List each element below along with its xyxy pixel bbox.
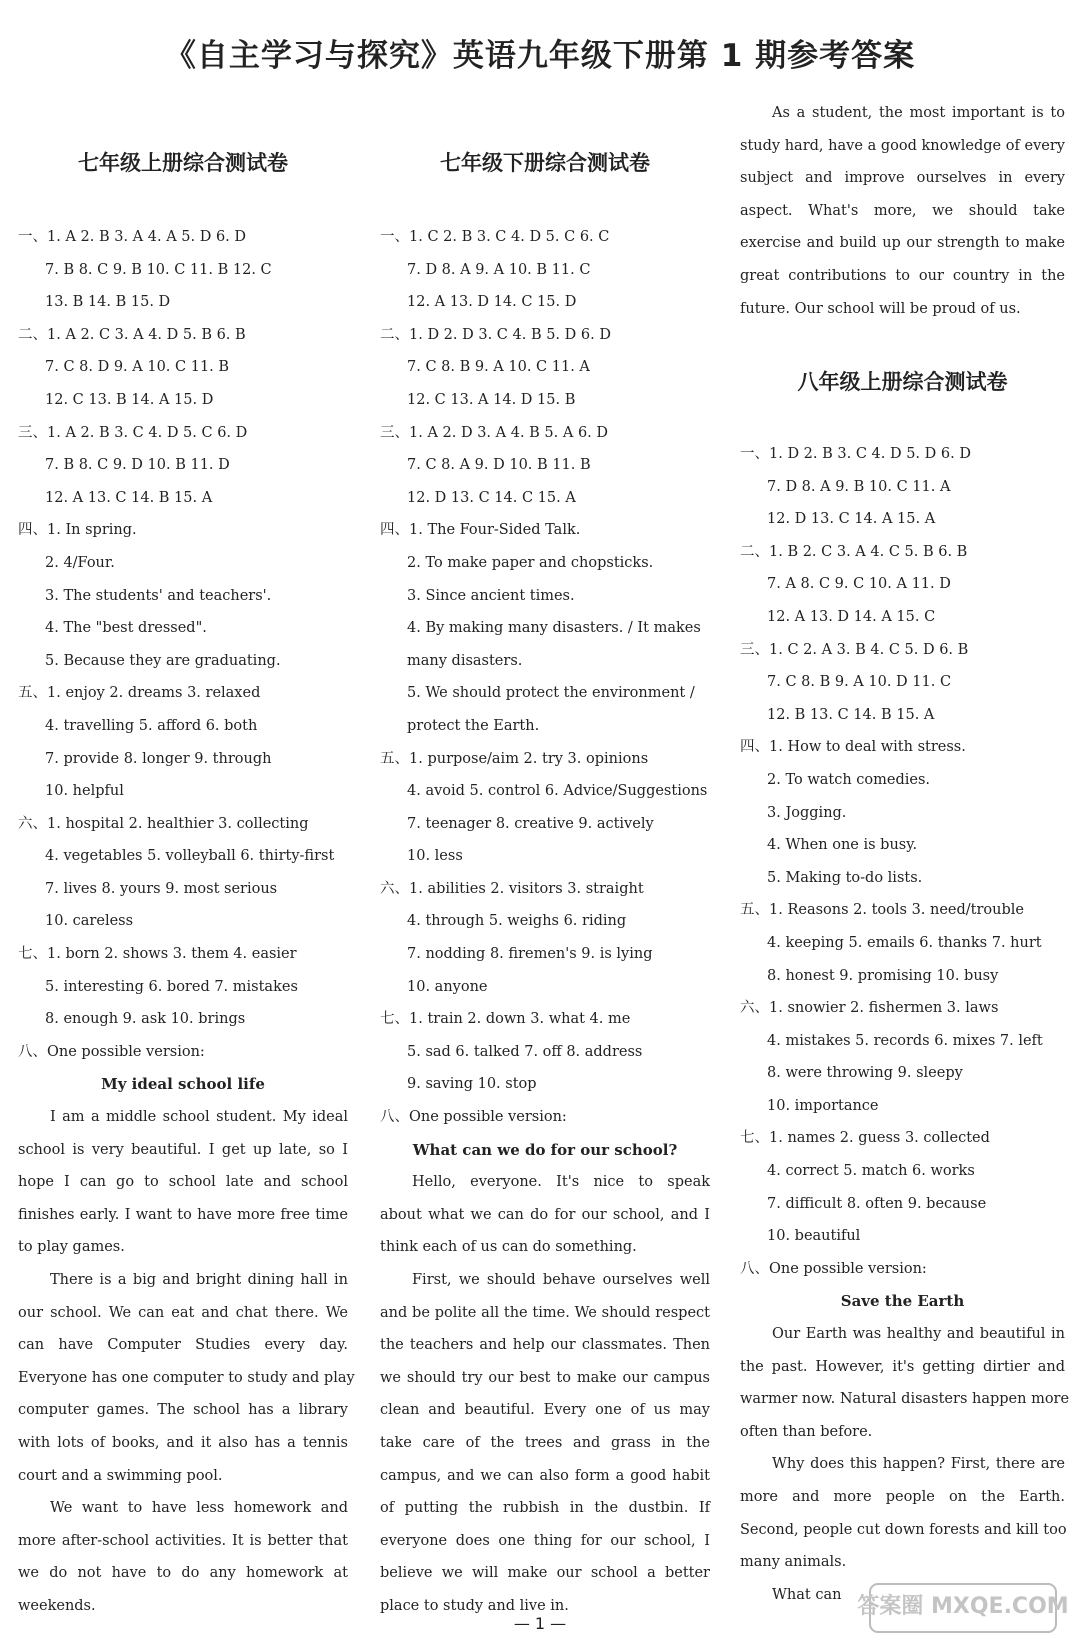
essay-line: hope I can go to school late and school bbox=[18, 1174, 348, 1191]
essay-line: As a student, the most important is to bbox=[772, 105, 1065, 121]
essay-title: Save the Earth bbox=[840, 1292, 965, 1311]
answer-line: 七、1. train 2. down 3. what 4. me bbox=[380, 1011, 631, 1028]
essay-line: think each of us can do something. bbox=[380, 1239, 637, 1256]
answer-line: 10. importance bbox=[767, 1097, 879, 1114]
answer-line: 一、1. C 2. B 3. C 4. D 5. C 6. C bbox=[380, 229, 610, 245]
answer-list bbox=[18, 221, 355, 1623]
essay-line: court and a swimming pool. bbox=[18, 1467, 223, 1484]
answer-line: 4. By making many disasters. / It makes bbox=[407, 620, 701, 637]
answer-line: 7. B 8. C 9. D 10. B 11. D bbox=[45, 457, 230, 474]
essay-line: take care of the trees and grass in the bbox=[380, 1434, 710, 1451]
answer-line: 7. C 8. B 9. A 10. D 11. C bbox=[767, 674, 952, 691]
essay-line: about what we can do for our school, and I bbox=[380, 1206, 710, 1223]
essay-line: many animals. bbox=[740, 1554, 847, 1571]
essay-line: I am a middle school student. My ideal bbox=[50, 1109, 348, 1126]
answer-line: 4. travelling 5. afford 6. both bbox=[45, 717, 258, 734]
answer-line: 3. Since ancient times. bbox=[407, 587, 575, 604]
answer-list bbox=[380, 221, 710, 1623]
watermark-logo bbox=[857, 1580, 1069, 1636]
essay-line: Everyone has one computer to study and play bbox=[18, 1369, 355, 1386]
essay-line: aspect. What's more, we should take bbox=[740, 202, 1065, 219]
answer-line: 10. anyone bbox=[407, 978, 488, 995]
essay-title: My ideal school life bbox=[101, 1075, 265, 1094]
answer-line: 12. D 13. C 14. A 15. A bbox=[767, 511, 936, 528]
answer-line: 12. A 13. D 14. C 15. D bbox=[407, 294, 577, 311]
section-title: 八年级上册综合测试卷 bbox=[797, 370, 1008, 394]
answer-line: 二、1. A 2. C 3. A 4. D 5. B 6. B bbox=[18, 326, 246, 343]
page-number: — 1 — bbox=[513, 1614, 567, 1633]
answer-line: 4. correct 5. match 6. works bbox=[767, 1163, 975, 1180]
answer-line: 六、1. hospital 2. healthier 3. collecting bbox=[18, 815, 309, 832]
essay-line: warmer now. Natural disasters happen more bbox=[740, 1391, 1070, 1408]
answer-line: 六、1. snowier 2. fishermen 3. laws bbox=[740, 1000, 999, 1017]
answer-list bbox=[740, 438, 1070, 1611]
essay-line: and be polite all the time. We should respect bbox=[380, 1304, 710, 1321]
answer-line: many disasters. bbox=[407, 652, 523, 669]
answer-line: 8. enough 9. ask 10. brings bbox=[45, 1011, 246, 1028]
answer-line: 三、1. A 2. D 3. A 4. B 5. A 6. D bbox=[380, 424, 609, 441]
answer-line: 7. teenager 8. creative 9. actively bbox=[407, 815, 654, 832]
answer-line: 7. nodding 8. firemen's 9. is lying bbox=[407, 946, 653, 963]
answer-line: 5. sad 6. talked 7. off 8. address bbox=[407, 1043, 643, 1060]
answer-line: 5. Making to-do lists. bbox=[767, 869, 923, 886]
essay-line: place to study and live in. bbox=[380, 1597, 569, 1614]
essay-line: First, we should behave ourselves well bbox=[412, 1272, 710, 1288]
essay-line: clean and beautiful. Every one of us may bbox=[380, 1402, 710, 1419]
answer-line: 三、1. C 2. A 3. B 4. C 5. D 6. B bbox=[740, 641, 969, 658]
essay-continuation bbox=[740, 97, 1065, 325]
section-title: 七年级上册综合测试卷 bbox=[78, 151, 288, 175]
essay-line: future. Our school will be proud of us. bbox=[740, 300, 1021, 317]
answer-line: 四、1. The Four-Sided Talk. bbox=[380, 522, 581, 539]
answer-line: 7. D 8. A 9. B 10. C 11. A bbox=[767, 478, 951, 495]
essay-line: of putting the rubbish in the dustbin. If bbox=[380, 1500, 710, 1517]
answer-line: 10. careless bbox=[45, 913, 134, 930]
essay-line: school is very beautiful. I get up late, so I bbox=[18, 1141, 348, 1158]
essay-line: everyone does one thing for our school, I bbox=[380, 1532, 710, 1549]
essay-line: the past. However, it's getting dirtier and bbox=[740, 1358, 1065, 1375]
section-title: 七年级下册综合测试卷 bbox=[440, 151, 650, 175]
essay-line: great contributions to our country in the bbox=[740, 267, 1065, 284]
essay-line: computer games. The school has a library bbox=[18, 1402, 348, 1419]
answer-line: 六、1. abilities 2. visitors 3. straight bbox=[380, 880, 644, 897]
answer-line: 4. through 5. weighs 6. riding bbox=[407, 913, 627, 930]
essay-line: to play games. bbox=[18, 1239, 125, 1256]
essay-line: Second, people cut down forests and kill too bbox=[740, 1521, 1067, 1538]
answer-line: 10. helpful bbox=[45, 783, 124, 800]
answer-line: 2. To make paper and chopsticks. bbox=[407, 554, 654, 571]
answer-line: 4. vegetables 5. volleyball 6. thirty-first bbox=[45, 848, 335, 865]
answer-line: 3. The students' and teachers'. bbox=[45, 587, 272, 604]
answer-line: 2. To watch comedies. bbox=[767, 771, 931, 788]
answer-line: 二、1. D 2. D 3. C 4. B 5. D 6. D bbox=[380, 326, 611, 343]
answer-line: 7. provide 8. longer 9. through bbox=[45, 750, 272, 767]
answer-line: 12. D 13. C 14. C 15. A bbox=[407, 489, 576, 506]
answer-line: 七、1. born 2. shows 3. them 4. easier bbox=[18, 946, 297, 963]
answer-line: 五、1. purpose/aim 2. try 3. opinions bbox=[380, 750, 649, 767]
answer-line: 8. honest 9. promising 10. busy bbox=[767, 967, 999, 984]
answer-line: 5. We should protect the environment / bbox=[407, 685, 695, 702]
essay-line: There is a big and bright dining hall in bbox=[50, 1272, 348, 1288]
answer-line: 八、One possible version: bbox=[740, 1260, 927, 1277]
answer-line: 10. less bbox=[407, 848, 463, 865]
answer-line: 7. D 8. A 9. A 10. B 11. C bbox=[407, 261, 591, 278]
answer-line: protect the Earth. bbox=[407, 717, 540, 734]
answer-line: 12. B 13. C 14. B 15. A bbox=[767, 706, 935, 723]
essay-line: our school. We can eat and chat there. We bbox=[18, 1304, 348, 1321]
essay-line: finishes early. I want to have more free time bbox=[18, 1206, 348, 1223]
answer-line: 7. difficult 8. often 9. because bbox=[767, 1195, 987, 1212]
essay-line: weekends. bbox=[18, 1597, 96, 1614]
answer-line: 9. saving 10. stop bbox=[407, 1076, 537, 1093]
answer-line: 八、One possible version: bbox=[380, 1109, 567, 1126]
essay-line: What can bbox=[772, 1586, 842, 1603]
page-title: 《自主学习与探究》英语九年级下册第 1 期参考答案 bbox=[164, 38, 916, 74]
answer-line: 一、1. D 2. B 3. C 4. D 5. D 6. D bbox=[740, 446, 971, 462]
answer-line: 7. lives 8. yours 9. most serious bbox=[45, 880, 278, 897]
answer-line: 12. A 13. C 14. B 15. A bbox=[45, 489, 213, 506]
answer-line: 12. A 13. D 14. A 15. C bbox=[767, 608, 936, 625]
answer-line: 5. interesting 6. bored 7. mistakes bbox=[45, 978, 298, 995]
answer-line: 4. The "best dressed". bbox=[45, 620, 207, 637]
essay-line: more and more people on the Earth. bbox=[740, 1489, 1065, 1505]
answer-line: 五、1. enjoy 2. dreams 3. relaxed bbox=[18, 685, 261, 702]
essay-line: can have Computer Studies every day. bbox=[18, 1337, 348, 1354]
answer-line: 4. avoid 5. control 6. Advice/Suggestions bbox=[407, 783, 708, 800]
answer-line: 二、1. B 2. C 3. A 4. C 5. B 6. B bbox=[740, 543, 968, 560]
essay-line: subject and improve ourselves in every bbox=[740, 170, 1065, 187]
answer-line: 5. Because they are graduating. bbox=[45, 652, 281, 669]
answer-line: 七、1. names 2. guess 3. collected bbox=[740, 1130, 990, 1147]
essay-line: we should try our best to make our campus bbox=[380, 1369, 710, 1386]
answer-line: 四、1. In spring. bbox=[18, 522, 137, 539]
answer-line: 五、1. Reasons 2. tools 3. need/trouble bbox=[740, 902, 1025, 919]
essay-line: Hello, everyone. It's nice to speak bbox=[412, 1174, 710, 1191]
essay-line: we do not have to do any homework at bbox=[18, 1565, 348, 1582]
essay-line: often than before. bbox=[740, 1423, 873, 1440]
essay-line: exercise and build up our strength to make bbox=[740, 235, 1065, 252]
essay-line: We want to have less homework and bbox=[50, 1500, 348, 1517]
essay-line: believe we will make our school a better bbox=[380, 1565, 710, 1582]
answer-line: 八、One possible version: bbox=[18, 1043, 205, 1060]
answer-line: 7. A 8. C 9. C 10. A 11. D bbox=[767, 576, 951, 593]
answer-line: 7. C 8. D 9. A 10. C 11. B bbox=[45, 359, 230, 376]
answer-line: 一、1. A 2. B 3. A 4. A 5. D 6. D bbox=[18, 229, 247, 245]
essay-line: more after-school activities. It is better that bbox=[18, 1532, 348, 1549]
answer-line: 10. beautiful bbox=[767, 1228, 861, 1245]
answer-line: 12. C 13. B 14. A 15. D bbox=[45, 391, 214, 408]
answer-line: 7. C 8. B 9. A 10. C 11. A bbox=[407, 359, 590, 376]
answer-line: 2. 4/Four. bbox=[45, 554, 115, 571]
answer-line: 三、1. A 2. B 3. C 4. D 5. C 6. D bbox=[18, 424, 248, 441]
answer-line: 四、1. How to deal with stress. bbox=[740, 739, 966, 756]
answer-line: 12. C 13. A 14. D 15. B bbox=[407, 391, 576, 408]
essay-line: Why does this happen? First, there are bbox=[772, 1456, 1065, 1473]
answer-line: 7. C 8. A 9. D 10. B 11. B bbox=[407, 457, 591, 474]
essay-title: What can we do for our school? bbox=[412, 1140, 678, 1159]
answer-line: 7. B 8. C 9. B 10. C 11. B 12. C bbox=[45, 261, 272, 278]
essay-line: Our Earth was healthy and beautiful in bbox=[772, 1326, 1065, 1343]
watermark-text: 答案圈 MXQE.COM bbox=[857, 1594, 1069, 1619]
answer-line: 4. When one is busy. bbox=[767, 837, 918, 854]
answer-line: 4. keeping 5. emails 6. thanks 7. hurt bbox=[767, 934, 1042, 951]
essay-line: the teachers and help our classmates. Then bbox=[380, 1337, 710, 1354]
answer-line: 13. B 14. B 15. D bbox=[45, 294, 171, 311]
essay-line: study hard, have a good knowledge of every bbox=[740, 137, 1065, 154]
answer-line: 8. were throwing 9. sleepy bbox=[767, 1065, 963, 1082]
answer-line: 4. mistakes 5. records 6. mixes 7. left bbox=[767, 1032, 1043, 1049]
answer-line: 3. Jogging. bbox=[767, 804, 847, 821]
essay-line: campus, and we can also form a good habit bbox=[380, 1467, 710, 1484]
essay-line: with lots of books, and it also has a tennis bbox=[18, 1434, 348, 1451]
